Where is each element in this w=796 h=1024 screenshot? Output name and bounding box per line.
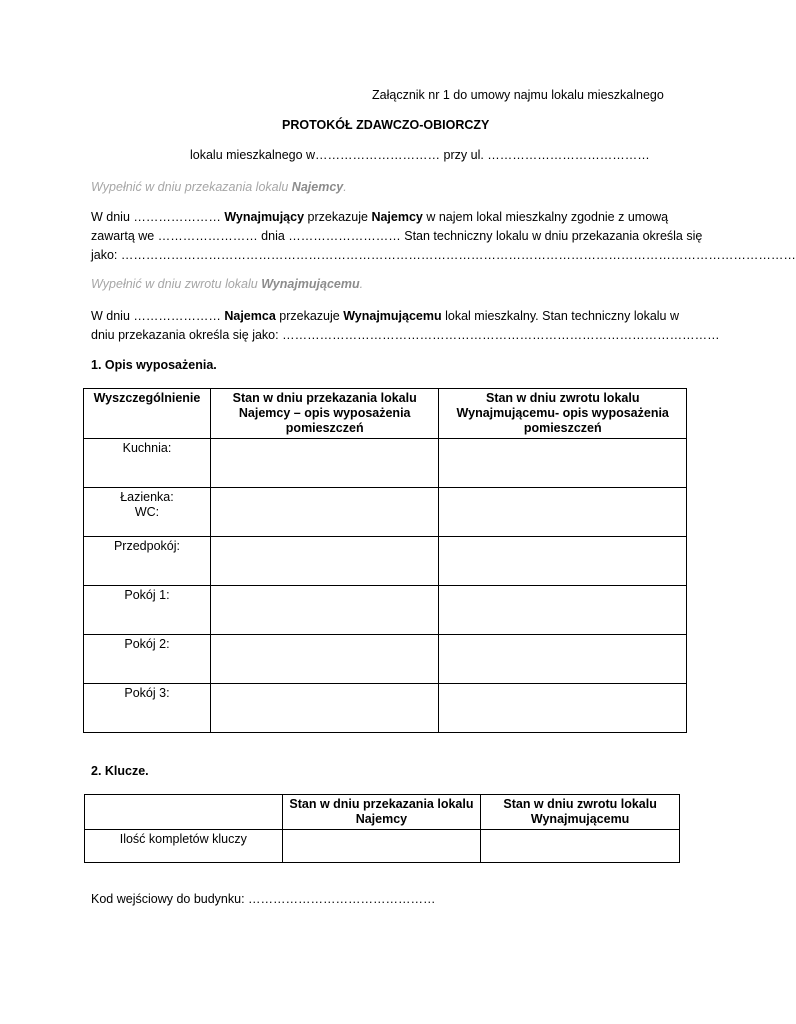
row-label-room-2: Pokój 2:: [84, 635, 211, 684]
return-note: [91, 277, 363, 291]
handover-cell[interactable]: [210, 586, 439, 635]
return-line-2: dniu przekazania określa się jako: ……………………………………………………………………………………………: [91, 328, 720, 342]
table-row: [84, 537, 687, 586]
document-title: PROTOKÓŁ ZDAWCZO-OBIORCZY: [282, 118, 490, 132]
handover-text-a: W dniu …………………: [91, 210, 225, 224]
return-tenant: Najemca: [224, 309, 276, 323]
handover-cell[interactable]: [210, 684, 439, 733]
col-header-return: Stan w dniu zwrotu lokalu Wynajmującemu- opis wyposażenia pomieszczeń: [439, 389, 687, 439]
handover-text-e: w najem lokal mieszkalny zgodnie z umową: [422, 210, 669, 224]
return-paragraph: [91, 307, 720, 345]
entry-code-line: Kod wejściowy do budynku: ………………………………………: [91, 892, 436, 906]
keys-header-empty: [85, 795, 283, 830]
row-label-room-1: Pokój 1:: [84, 586, 211, 635]
return-cell[interactable]: [439, 635, 687, 684]
keys-header-row: [85, 795, 680, 830]
keys-header-return: Stan w dniu zwrotu lokalu Wynajmującemu: [481, 795, 680, 830]
property-line: lokalu mieszkalnego w………………………… przy ul. …………………………………: [190, 148, 650, 162]
col-header-handover: Stan w dniu przekazania lokalu Najemcy – opis wyposażenia pomieszczeń: [210, 389, 439, 439]
handover-line-3: jako: ………………………………………………………………………………………………………………………………………………: [91, 248, 796, 262]
section1-heading: 1. Opis wyposażenia.: [91, 358, 217, 372]
row-label-kitchen: [84, 439, 211, 488]
table-row: [84, 586, 687, 635]
return-text-e: lokal mieszkalny. Stan techniczny lokalu w: [441, 309, 679, 323]
handover-cell[interactable]: [210, 488, 439, 537]
handover-cell[interactable]: [210, 537, 439, 586]
table-row: [84, 684, 687, 733]
keys-return-cell[interactable]: [481, 830, 680, 863]
return-cell[interactable]: [439, 586, 687, 635]
keys-header-handover: Stan w dniu przekazania lokalu Najemcy: [282, 795, 481, 830]
equipment-table: [83, 388, 687, 733]
table-row: [85, 830, 680, 863]
handover-note-bold: Najemcy: [291, 180, 344, 194]
handover-cell[interactable]: [210, 635, 439, 684]
keys-table: [84, 794, 680, 863]
return-cell[interactable]: [439, 537, 687, 586]
return-landlord: Wynajmującemu: [343, 309, 442, 323]
table-row: [84, 439, 687, 488]
return-note-bold: Wynajmującemu: [261, 277, 360, 291]
return-note-text: Wypełnić w dniu zwrotu lokalu: [91, 277, 262, 291]
handover-line-2: zawartą we …………………… dnia ……………………… Stan techniczny lokalu w dniu przekazania określa się: [91, 229, 703, 243]
handover-cell[interactable]: [210, 439, 439, 488]
section2-heading: 2. Klucze.: [91, 764, 149, 778]
col-header-item: Wyszczególnienie: [84, 389, 211, 439]
table-row: [84, 488, 687, 537]
table-row: [84, 635, 687, 684]
return-cell[interactable]: [439, 439, 687, 488]
handover-paragraph: [91, 208, 796, 265]
return-text-c: przekazuje: [275, 309, 344, 323]
annex-note: Załącznik nr 1 do umowy najmu lokalu mieszkalnego: [372, 88, 664, 102]
return-cell[interactable]: [439, 684, 687, 733]
return-cell[interactable]: [439, 488, 687, 537]
row-label-hallway: Przedpokój:: [84, 537, 211, 586]
row-label-room-3: Pokój 3:: [84, 684, 211, 733]
handover-note-suffix: .: [343, 180, 347, 194]
equipment-header-row: [84, 389, 687, 439]
row-label-bathroom: Łazienka: WC:: [84, 488, 211, 537]
return-note-suffix: .: [359, 277, 364, 291]
keys-count-label: Ilość kompletów kluczy: [85, 830, 283, 863]
handover-landlord: Wynajmujący: [224, 210, 305, 224]
return-text-a: W dniu …………………: [91, 309, 225, 323]
handover-text-c: przekazuje: [304, 210, 372, 224]
kitchen-label: Kuchnia:: [122, 441, 172, 455]
keys-handover-cell[interactable]: [282, 830, 481, 863]
handover-note-text: Wypełnić w dniu przekazania lokalu: [91, 180, 292, 194]
handover-note: [91, 180, 347, 194]
handover-tenant: Najemcy: [371, 210, 423, 224]
